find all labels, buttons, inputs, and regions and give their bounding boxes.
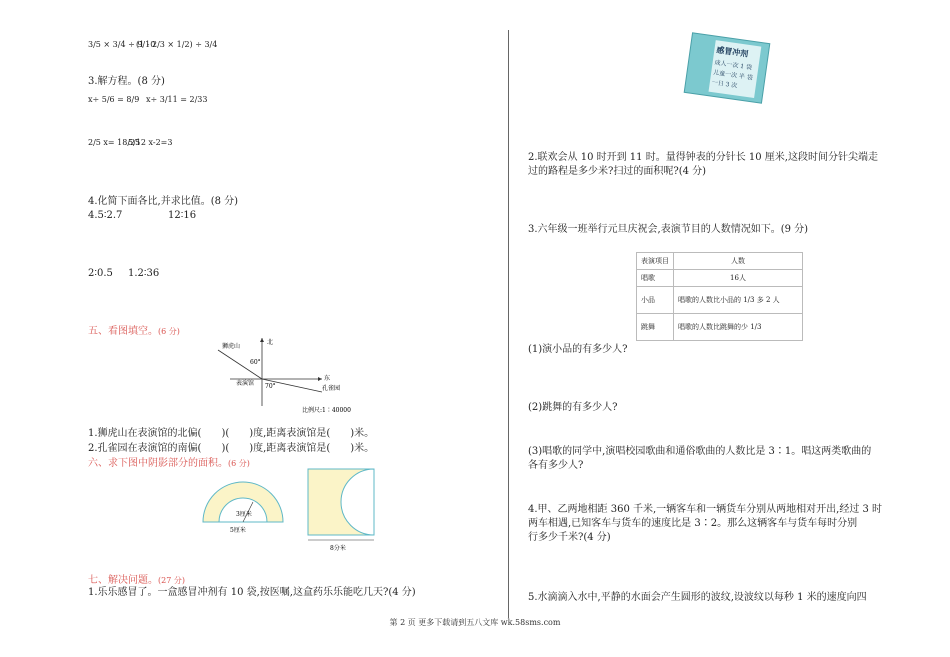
sub-question-1: (1)演小品的有多少人? [528,344,628,355]
sub-question-3-line-2: 各有多少人? [528,460,584,471]
problem-3: 3.六年级一班举行元旦庆祝会,表演节目的人数情况如下。(9 分) [528,224,809,235]
angle-60: 60° [250,359,261,366]
side-label: 8分米 [330,545,346,552]
table-row [637,287,803,314]
table-row [637,270,803,287]
angle-70: 70° [265,383,276,390]
pkg-line-1: 成人一次 1 袋 [714,59,753,72]
table-row [637,253,803,270]
table-cell: 表演项目 [637,253,674,270]
fill-blank-2: 2.孔雀园在表演馆的南偏( )( )度,距离表演馆是( )米。 [88,443,375,454]
ratio-1: 4.5∶2.7 [88,210,123,221]
fill-blank-1: 1.狮虎山在表演馆的北偏( )( )度,距离表演馆是( )米。 [88,428,375,439]
medicine-package-image [682,32,772,104]
ratio-3: 2∶0.5 [88,268,113,279]
kongque-label: 孔雀园 [322,385,341,392]
sub-question-2: (2)跳舞的有多少人? [528,402,618,413]
problem-4-line-1: 4.甲、乙两地相距 360 千米,一辆客车和一辆货车分别从两地相对开出,经过 3 时 [528,504,883,515]
east-label: 东 [324,375,331,382]
equation-1: x÷ 5/6 = 8/9 [88,95,140,104]
direction-map [210,334,370,416]
q4-heading: 4.化简下面各比,并求比值。(8 分) [88,196,239,207]
half-ring-figure [200,470,286,538]
table-cell: 人数 [674,253,803,270]
column-divider [508,30,509,618]
section-6-title: 六、求下图中阴影部分的面积。(6 分) [88,458,250,469]
shizi-label: 狮虎山 [222,343,241,350]
sub-question-3-line-1: (3)唱歌的同学中,演唱校园歌曲和通俗歌曲的人数比是 3∶1。唱这两类歌曲的 [528,446,872,457]
equation-4: 5/12 x-2=3 [128,138,173,147]
table-cell: 唱歌的人数比跳舞的少 1/3 [674,314,803,341]
problem-1: 1.乐乐感冒了。一盒感冒冲剂有 10 袋,按医嘱,这盒药乐乐能吃几天?(4 分) [88,587,416,598]
problem-2-line-1: 2.联欢会从 10 时开到 11 时。量得钟表的分针长 10 厘米,这段时间分针尖端走 [528,152,878,163]
radius-inner-label: 3厘米 [236,511,252,518]
ratio-2: 12∶16 [168,210,197,221]
biaoyan-label: 表演馆 [236,380,255,387]
problem-2-line-2: 过的路程是多少米?扫过的面积呢?(4 分) [528,166,707,177]
q3-heading: 3.解方程。(8 分) [88,76,165,87]
equation-2: x÷ 3/11 = 2/33 [146,95,208,104]
expr-2: (1 - 2/3 × 1/2) ÷ 3/4 [136,40,218,49]
pkg-line-2: 儿童一次 半 袋 [712,69,754,82]
table-cell: 小品 [637,287,674,314]
radius-outer-label: 5厘米 [230,527,246,534]
pkg-line-3: 一日 3 次 [711,79,738,90]
section-5-title: 五、看图填空。(6 分) [88,326,180,337]
problem-5: 5.水滴滴入水中,平静的水面会产生圆形的波纹,设波纹以每秒 1 米的速度向四 [528,592,867,603]
page-footer: 第 2 页 更多下载请到五八文库 wk.58sms.com [389,618,561,627]
table-cell: 跳舞 [637,314,674,341]
pkg-title: 感冒冲剂 [715,44,749,59]
table-row [637,314,803,341]
scale-label: 比例尺:1∶40000 [302,407,351,414]
expr-1: 3/5 × 3/4 ÷ 9/10 [88,40,156,49]
table-cell: 唱歌的人数比小品的 1/3 多 2 人 [674,287,803,314]
section-7-title: 七、解决问题。(27 分) [88,575,185,586]
north-label: 北 [267,339,274,346]
table-cell: 16人 [674,270,803,287]
problem-4-line-2: 两车相遇,已知客车与货车的速度比是 3∶2。那么这辆客车与货车每时分别 [528,518,858,529]
square-figure [304,466,378,552]
performance-table [636,252,803,341]
ratio-4: 1.2∶36 [128,268,160,279]
problem-4-line-3: 行多少千米?(4 分) [528,532,611,543]
table-cell: 唱歌 [637,270,674,287]
equation-3: 2/5 x= 18/25 [88,138,141,147]
